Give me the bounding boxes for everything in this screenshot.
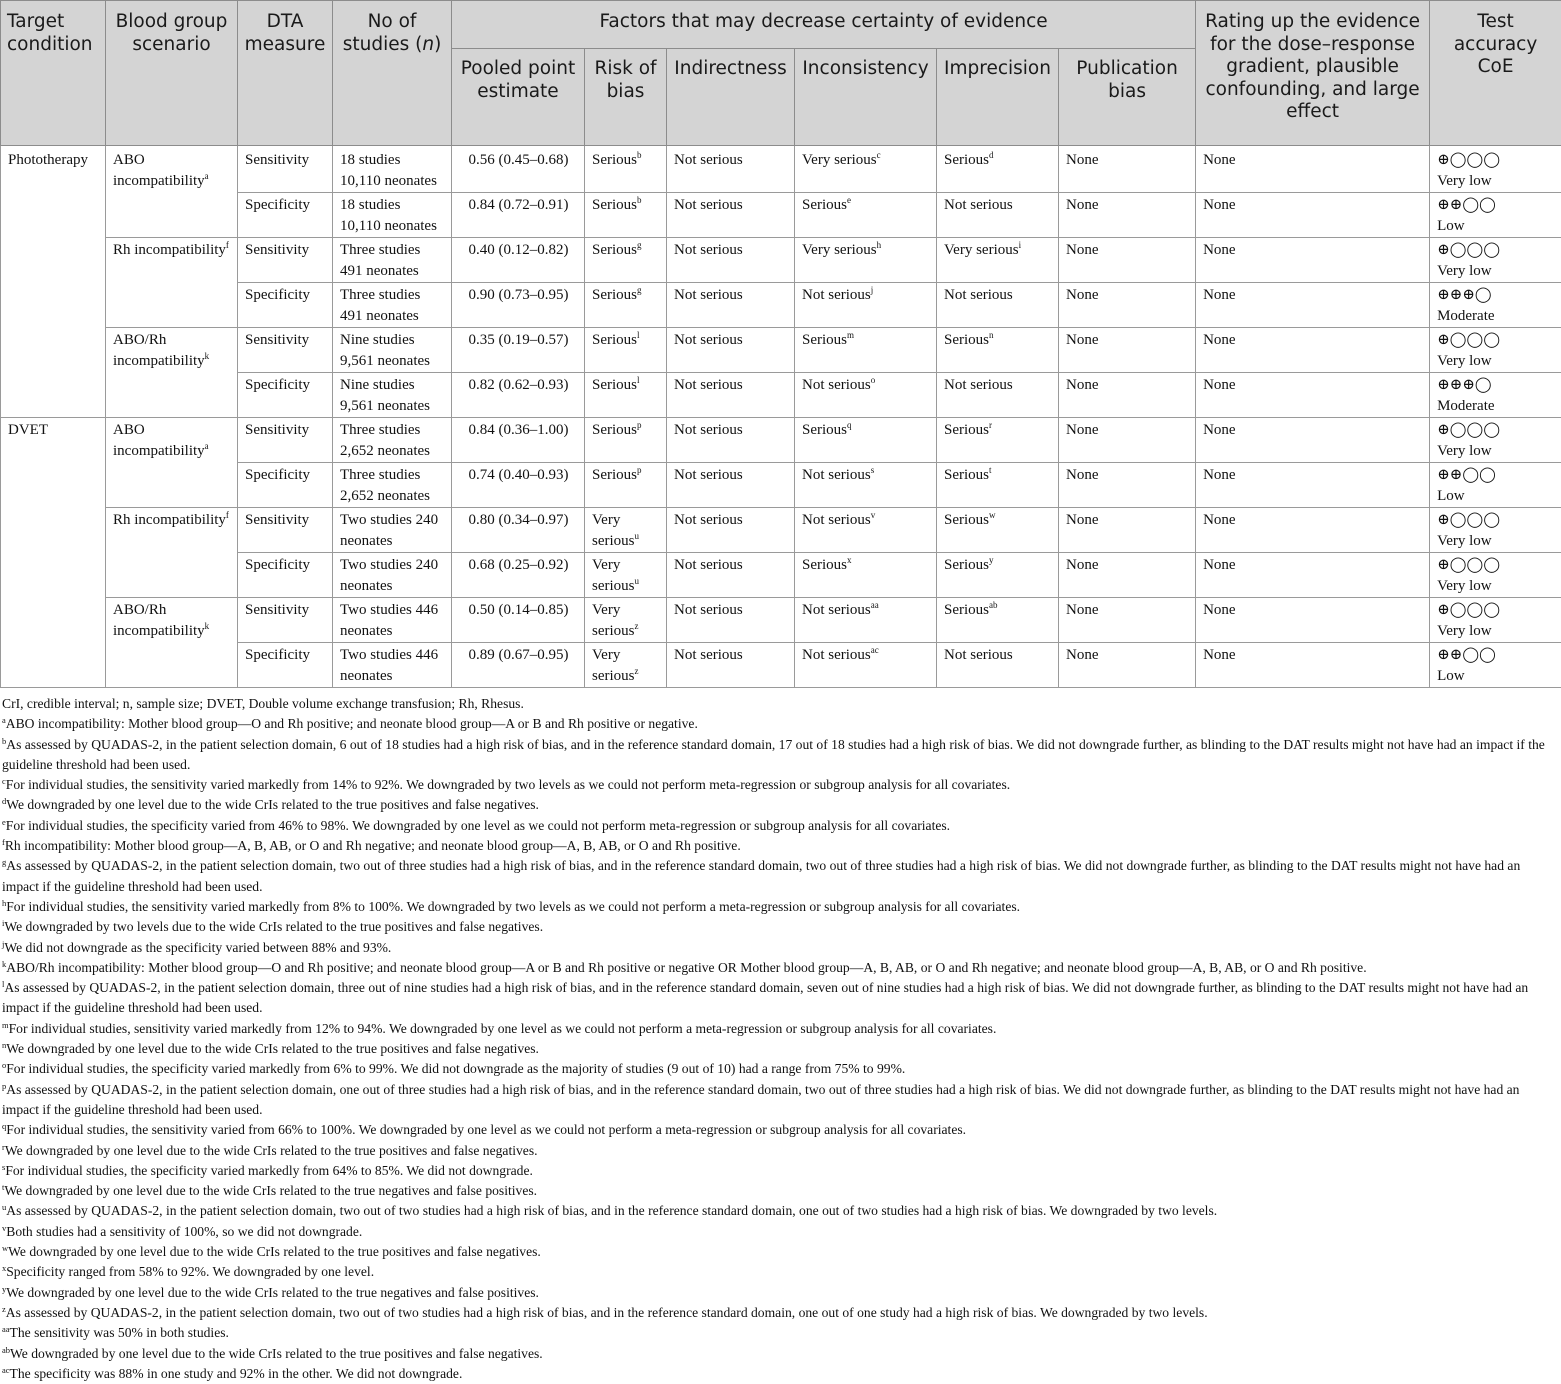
studies-count: Two studies 446 (340, 602, 438, 618)
rating-up-cell: None (1196, 283, 1430, 328)
inconsistency-cell: Very serious$^c$ (795, 146, 937, 193)
imprecision-cell: Serious$^{ab}$ (937, 598, 1059, 643)
certainty-cell (1430, 146, 1561, 193)
certainty-rating-symbols: ⊕◯◯◯ (1437, 240, 1555, 261)
inconsistency-cell: Serious$^x$ (795, 553, 937, 598)
dta-measure-cell: Sensitivity (238, 598, 333, 643)
pooled-estimate-cell: 0.90 (0.73–0.95) (452, 283, 585, 328)
footnote: $^t$We downgraded by one level due to the wide CrIs related to the true negatives and false positives. (2, 1181, 1559, 1201)
certainty-rating-label: Very low (1437, 441, 1555, 462)
blood-group-cell: Rh incompatibility$^f$ (106, 508, 238, 598)
footnote-marker: d (2, 796, 6, 806)
footnote: $^s$For individual studies, the specificity varied markedly from 64% to 85%. We did not downgrade. (2, 1161, 1559, 1181)
footnote-marker: z (2, 1304, 6, 1314)
certainty-rating-label: Very low (1437, 171, 1555, 192)
studies-neonates: 2,652 neonates (340, 443, 430, 459)
pooled-estimate-cell: 0.35 (0.19–0.57) (452, 328, 585, 373)
studies-cell (333, 553, 452, 598)
footnote: $^f$Rh incompatibility: Mother blood group—A, B, AB, or O and Rh negative; and neonate blood group—A, B, AB, or O and Rh positive. (2, 836, 1559, 856)
header-publication-bias: Publication bias (1059, 49, 1196, 146)
header-factors-group: Factors that may decrease certainty of evidence (452, 1, 1196, 49)
risk-of-bias-cell: Very serious$^u$ (585, 508, 667, 553)
imprecision-cell: Serious$^t$ (937, 463, 1059, 508)
studies-cell (333, 643, 452, 688)
footnote: $^h$For individual studies, the sensitivity varied markedly from 8% to 100%. We downgraded by two levels as we could not perform a meta-regression or subgroup analysis for all covariates. (2, 897, 1559, 917)
inconsistency-cell: Not serious$^s$ (795, 463, 937, 508)
rating-up-cell: None (1196, 598, 1430, 643)
footnote-marker: w (2, 1243, 8, 1253)
studies-cell (333, 463, 452, 508)
studies-neonates: 491 neonates (340, 263, 419, 279)
footnote-marker: c (2, 776, 6, 786)
footnote-marker: j (2, 939, 4, 949)
footnote-marker: t (2, 1182, 4, 1192)
imprecision-cell: Serious$^d$ (937, 146, 1059, 193)
imprecision-cell: Not serious (937, 643, 1059, 688)
footnote: $^b$As assessed by QUADAS-2, in the patient selection domain, 6 out of 18 studies had a high risk of bias, and in the reference standard domain, 17 out of 18 studies had a high risk of bias. We did not downgrade further, as blinding to the DAT results might not have had an impact if the guideline threshold had been used. (2, 735, 1559, 776)
certainty-cell (1430, 643, 1561, 688)
inconsistency-cell: Very serious$^h$ (795, 238, 937, 283)
pooled-estimate-cell: 0.56 (0.45–0.68) (452, 146, 585, 193)
certainty-cell (1430, 283, 1561, 328)
rating-up-cell: None (1196, 508, 1430, 553)
footnote: $^n$We downgraded by one level due to the wide CrIs related to the true positives and false negatives. (2, 1039, 1559, 1059)
certainty-cell (1430, 238, 1561, 283)
footnote-marker: y (2, 1284, 6, 1294)
publication-bias-cell: None (1059, 643, 1196, 688)
header-blood-group: Blood group scenario (106, 1, 238, 146)
footnote: $^y$We downgraded by one level due to the wide CrIs related to the true negatives and false positives. (2, 1283, 1559, 1303)
evidence-profile-table (0, 0, 1561, 688)
footnote-marker: o (2, 1060, 6, 1070)
footnote: $^e$For individual studies, the specificity varied from 46% to 98%. We downgraded by one level as we could not perform meta-regression or subgroup analysis for all covariates. (2, 816, 1559, 836)
blood-group-cell: ABO incompatibility$^a$ (106, 418, 238, 508)
publication-bias-cell: None (1059, 328, 1196, 373)
header-risk-of-bias: Risk of bias (585, 49, 667, 146)
risk-of-bias-cell: Serious$^l$ (585, 328, 667, 373)
publication-bias-cell: None (1059, 553, 1196, 598)
target-condition-cell: Phototherapy (1, 146, 106, 418)
studies-neonates: neonates (340, 623, 392, 639)
header-no-of-studies: No of studies (n) (333, 1, 452, 146)
footnote-marker: f (2, 837, 5, 847)
studies-cell (333, 598, 452, 643)
studies-neonates: 9,561 neonates (340, 398, 430, 414)
footnote-marker: n (2, 1040, 6, 1050)
inconsistency-cell: Not serious$^v$ (795, 508, 937, 553)
footnote-marker: k (2, 959, 6, 969)
footnote: $^z$As assessed by QUADAS-2, in the patient selection domain, two out of two studies had a high risk of bias, and in the reference standard domain, one out of one study had a high risk of bias. We downgraded by two levels. (2, 1303, 1559, 1323)
studies-count: Two studies 446 (340, 647, 438, 663)
imprecision-cell: Not serious (937, 283, 1059, 328)
dta-measure-cell: Specificity (238, 553, 333, 598)
rating-up-cell: None (1196, 643, 1430, 688)
inconsistency-cell: Not serious$^o$ (795, 373, 937, 418)
studies-count: Three studies (340, 422, 420, 438)
footnote-marker: a (2, 715, 6, 725)
footnote: $^o$For individual studies, the specificity varied markedly from 6% to 99%. We did not downgrade as the majority of studies (9 out of 10) had a range from 75% to 99%. (2, 1059, 1559, 1079)
certainty-rating-symbols: ⊕◯◯◯ (1437, 555, 1555, 576)
rating-up-cell: None (1196, 238, 1430, 283)
header-pooled-estimate: Pooled point estimate (452, 49, 585, 146)
studies-cell (333, 193, 452, 238)
rating-up-cell: None (1196, 553, 1430, 598)
studies-neonates: neonates (340, 533, 392, 549)
dta-measure-cell: Specificity (238, 643, 333, 688)
dta-measure-cell: Specificity (238, 463, 333, 508)
footnote: $^q$For individual studies, the sensitivity varied from 66% to 100%. We downgraded by one level as we could not perform a meta-regression or subgroup analysis for all covariates. (2, 1120, 1559, 1140)
footnote: $^g$As assessed by QUADAS-2, in the patient selection domain, two out of three studies had a high risk of bias, and in the reference standard domain, two out of three studies had a high risk of bias. We did not downgrade further, as blinding to the DAT results might not have had an impact if the guideline threshold had been used. (2, 856, 1559, 897)
imprecision-cell: Very serious$^i$ (937, 238, 1059, 283)
indirectness-cell: Not serious (667, 373, 795, 418)
table-row (1, 418, 1561, 463)
dta-measure-cell: Sensitivity (238, 328, 333, 373)
certainty-rating-symbols: ⊕◯◯◯ (1437, 420, 1555, 441)
risk-of-bias-cell: Very serious$^u$ (585, 553, 667, 598)
footnote: $^k$ABO/Rh incompatibility: Mother blood group—O and Rh positive; and neonate blood group—A or B and Rh positive or negative OR Mother blood group—A, B, AB, or O and Rh negative; and neonate blood group—A, B, AB, or O and Rh positive. (2, 958, 1559, 978)
risk-of-bias-cell: Very serious$^z$ (585, 598, 667, 643)
certainty-cell (1430, 508, 1561, 553)
footnote-marker: v (2, 1223, 6, 1233)
studies-count: 18 studies (340, 197, 400, 213)
footnote-marker: ab (2, 1345, 10, 1355)
certainty-cell (1430, 328, 1561, 373)
studies-cell (333, 508, 452, 553)
risk-of-bias-cell: Serious$^b$ (585, 146, 667, 193)
table-row (1, 328, 1561, 373)
rating-up-cell: None (1196, 328, 1430, 373)
abbreviations: CrI, credible interval; n, sample size; DVET, Double volume exchange transfusion; Rh, Rhesus. (2, 694, 1559, 714)
footnote-marker: l (2, 979, 4, 989)
pooled-estimate-cell: 0.50 (0.14–0.85) (452, 598, 585, 643)
footnote: $^{ac}$The specificity was 88% in one study and 92% in the other. We did not downgrade. (2, 1364, 1559, 1384)
pooled-estimate-cell: 0.89 (0.67–0.95) (452, 643, 585, 688)
pooled-estimate-cell: 0.68 (0.25–0.92) (452, 553, 585, 598)
certainty-cell (1430, 373, 1561, 418)
risk-of-bias-cell: Serious$^g$ (585, 283, 667, 328)
indirectness-cell: Not serious (667, 553, 795, 598)
studies-neonates: 2,652 neonates (340, 488, 430, 504)
studies-cell (333, 373, 452, 418)
publication-bias-cell: None (1059, 373, 1196, 418)
indirectness-cell: Not serious (667, 463, 795, 508)
studies-cell (333, 418, 452, 463)
inconsistency-cell: Serious$^q$ (795, 418, 937, 463)
risk-of-bias-cell: Serious$^g$ (585, 238, 667, 283)
footnote: $^w$We downgraded by one level due to the wide CrIs related to the true positives and false negatives. (2, 1242, 1559, 1262)
indirectness-cell: Not serious (667, 328, 795, 373)
risk-of-bias-cell: Serious$^p$ (585, 463, 667, 508)
footnote-marker: g (2, 857, 6, 867)
certainty-rating-symbols: ⊕⊕◯◯ (1437, 465, 1555, 486)
indirectness-cell: Not serious (667, 418, 795, 463)
certainty-cell (1430, 418, 1561, 463)
studies-neonates: neonates (340, 578, 392, 594)
dta-measure-cell: Sensitivity (238, 508, 333, 553)
studies-cell (333, 283, 452, 328)
studies-count: Three studies (340, 242, 420, 258)
risk-of-bias-cell: Serious$^b$ (585, 193, 667, 238)
blood-group-cell: ABO/Rh incompatibility$^k$ (106, 598, 238, 688)
pooled-estimate-cell: 0.84 (0.72–0.91) (452, 193, 585, 238)
certainty-rating-symbols: ⊕◯◯◯ (1437, 510, 1555, 531)
certainty-rating-label: Moderate (1437, 306, 1555, 327)
publication-bias-cell: None (1059, 508, 1196, 553)
certainty-rating-symbols: ⊕◯◯◯ (1437, 600, 1555, 621)
footnote: $^l$As assessed by QUADAS-2, in the patient selection domain, three out of nine studies had a high risk of bias, and in the reference standard domain, seven out of nine studies had a high risk of bias. We did not downgrade further, as blinding to the DAT results might not have had an impact if the guideline threshold had been used. (2, 978, 1559, 1019)
studies-neonates: neonates (340, 668, 392, 684)
footnote-marker: i (2, 918, 4, 928)
footnote: $^r$We downgraded by one level due to the wide CrIs related to the true positives and false negatives. (2, 1141, 1559, 1161)
dta-measure-cell: Specificity (238, 193, 333, 238)
table-body (1, 146, 1561, 688)
footnote: $^m$For individual studies, sensitivity varied markedly from 12% to 94%. We downgraded by one level as we could not perform a meta-regression or subgroup analysis for all covariates. (2, 1019, 1559, 1039)
studies-neonates: 491 neonates (340, 308, 419, 324)
certainty-rating-label: Very low (1437, 621, 1555, 642)
header-rating-up: Rating up the evidence for the dose–response gradient, plausible confounding, and large effect (1196, 1, 1430, 146)
footnote: $^j$We did not downgrade as the specificity varied between 88% and 93%. (2, 938, 1559, 958)
pooled-estimate-cell: 0.74 (0.40–0.93) (452, 463, 585, 508)
indirectness-cell: Not serious (667, 283, 795, 328)
indirectness-cell: Not serious (667, 643, 795, 688)
pooled-estimate-cell: 0.80 (0.34–0.97) (452, 508, 585, 553)
studies-neonates: 9,561 neonates (340, 353, 430, 369)
rating-up-cell: None (1196, 146, 1430, 193)
certainty-rating-symbols: ⊕◯◯◯ (1437, 330, 1555, 351)
certainty-cell (1430, 193, 1561, 238)
pooled-estimate-cell: 0.84 (0.36–1.00) (452, 418, 585, 463)
risk-of-bias-cell: Serious$^p$ (585, 418, 667, 463)
footnote: $^p$As assessed by QUADAS-2, in the patient selection domain, one out of three studies had a high risk of bias, and in the reference standard domain, two out of three studies had a high risk of bias. We did not downgrade further, as blinding to the DAT results might not have had an impact if the guideline threshold had been used. (2, 1080, 1559, 1121)
dta-measure-cell: Sensitivity (238, 238, 333, 283)
inconsistency-cell: Serious$^e$ (795, 193, 937, 238)
blood-group-cell: ABO incompatibility$^a$ (106, 146, 238, 238)
footnote: $^v$Both studies had a sensitivity of 100%, so we did not downgrade. (2, 1222, 1559, 1242)
inconsistency-cell: Not serious$^{ac}$ (795, 643, 937, 688)
certainty-rating-symbols: ⊕◯◯◯ (1437, 150, 1555, 171)
certainty-rating-label: Very low (1437, 351, 1555, 372)
publication-bias-cell: None (1059, 238, 1196, 283)
inconsistency-cell: Not serious$^j$ (795, 283, 937, 328)
studies-cell (333, 328, 452, 373)
dta-measure-cell: Specificity (238, 373, 333, 418)
studies-neonates: 10,110 neonates (340, 218, 437, 234)
certainty-rating-label: Low (1437, 486, 1555, 507)
imprecision-cell: Serious$^w$ (937, 508, 1059, 553)
header-test-accuracy: Test accuracy CoE (1430, 1, 1561, 146)
studies-count: Nine studies (340, 377, 415, 393)
certainty-rating-label: Low (1437, 666, 1555, 687)
header-indirectness: Indirectness (667, 49, 795, 146)
blood-group-cell: ABO/Rh incompatibility$^k$ (106, 328, 238, 418)
table-footnotes (2, 694, 1559, 1384)
certainty-rating-symbols: ⊕⊕◯◯ (1437, 195, 1555, 216)
publication-bias-cell: None (1059, 193, 1196, 238)
certainty-rating-symbols: ⊕⊕⊕◯ (1437, 375, 1555, 396)
header-target-condition: Target condition (1, 1, 106, 146)
footnote-marker: e (2, 817, 6, 827)
footnote: $^x$Specificity ranged from 58% to 92%. We downgraded by one level. (2, 1262, 1559, 1282)
table-row (1, 238, 1561, 283)
footnote: $^u$As assessed by QUADAS-2, in the patient selection domain, two out of two studies had a high risk of bias, and in the reference standard domain, one out of two studies had a high risk of bias. We downgraded by two levels. (2, 1201, 1559, 1221)
certainty-cell (1430, 598, 1561, 643)
imprecision-cell: Serious$^n$ (937, 328, 1059, 373)
rating-up-cell: None (1196, 193, 1430, 238)
publication-bias-cell: None (1059, 463, 1196, 508)
publication-bias-cell: None (1059, 283, 1196, 328)
rating-up-cell: None (1196, 418, 1430, 463)
certainty-rating-label: Moderate (1437, 396, 1555, 417)
dta-measure-cell: Specificity (238, 283, 333, 328)
footnote: $^i$We downgraded by two levels due to the wide CrIs related to the true positives and false negatives. (2, 917, 1559, 937)
footnote-marker: m (2, 1020, 9, 1030)
footnote-marker: x (2, 1263, 6, 1273)
pooled-estimate-cell: 0.82 (0.62–0.93) (452, 373, 585, 418)
studies-count: Three studies (340, 287, 420, 303)
indirectness-cell: Not serious (667, 238, 795, 283)
footnote-marker: s (2, 1162, 5, 1172)
footnote-marker: b (2, 736, 6, 746)
imprecision-cell: Not serious (937, 373, 1059, 418)
inconsistency-cell: Not serious$^{aa}$ (795, 598, 937, 643)
footnote-marker: u (2, 1202, 6, 1212)
table-row (1, 146, 1561, 193)
footnote-marker: r (2, 1142, 5, 1152)
dta-measure-cell: Sensitivity (238, 146, 333, 193)
header-inconsistency: Inconsistency (795, 49, 937, 146)
indirectness-cell: Not serious (667, 508, 795, 553)
indirectness-cell: Not serious (667, 193, 795, 238)
footnote-marker: ac (2, 1365, 10, 1375)
table-row (1, 508, 1561, 553)
header-dta-measure: DTA measure (238, 1, 333, 146)
footnote-marker: aa (2, 1324, 10, 1334)
certainty-rating-symbols: ⊕⊕⊕◯ (1437, 285, 1555, 306)
publication-bias-cell: None (1059, 418, 1196, 463)
studies-count: Two studies 240 (340, 512, 438, 528)
indirectness-cell: Not serious (667, 598, 795, 643)
certainty-rating-label: Very low (1437, 261, 1555, 282)
footnote: $^a$ABO incompatibility: Mother blood group—O and Rh positive; and neonate blood group—A or B and Rh positive or negative. (2, 714, 1559, 734)
indirectness-cell: Not serious (667, 146, 795, 193)
dta-measure-cell: Sensitivity (238, 418, 333, 463)
studies-count: Three studies (340, 467, 420, 483)
certainty-rating-label: Very low (1437, 531, 1555, 552)
certainty-rating-label: Low (1437, 216, 1555, 237)
imprecision-cell: Serious$^y$ (937, 553, 1059, 598)
certainty-cell (1430, 553, 1561, 598)
table-row (1, 598, 1561, 643)
footnote: $^{aa}$The sensitivity was 50% in both studies. (2, 1323, 1559, 1343)
footnote-marker: q (2, 1121, 6, 1131)
certainty-cell (1430, 463, 1561, 508)
footnote: $^c$For individual studies, the sensitivity varied markedly from 14% to 92%. We downgraded by two levels as we could not perform meta-regression or subgroup analysis for all covariates. (2, 775, 1559, 795)
risk-of-bias-cell: Very serious$^z$ (585, 643, 667, 688)
studies-count: Nine studies (340, 332, 415, 348)
inconsistency-cell: Serious$^m$ (795, 328, 937, 373)
imprecision-cell: Serious$^r$ (937, 418, 1059, 463)
studies-cell (333, 238, 452, 283)
publication-bias-cell: None (1059, 146, 1196, 193)
studies-cell (333, 146, 452, 193)
footnote-marker: h (2, 898, 6, 908)
header-imprecision: Imprecision (937, 49, 1059, 146)
imprecision-cell: Not serious (937, 193, 1059, 238)
publication-bias-cell: None (1059, 598, 1196, 643)
studies-count: Two studies 240 (340, 557, 438, 573)
target-condition-cell: DVET (1, 418, 106, 688)
pooled-estimate-cell: 0.40 (0.12–0.82) (452, 238, 585, 283)
footnote: $^{ab}$We downgraded by one level due to the wide CrIs related to the true positives and false negatives. (2, 1344, 1559, 1364)
certainty-rating-label: Very low (1437, 576, 1555, 597)
certainty-rating-symbols: ⊕⊕◯◯ (1437, 645, 1555, 666)
studies-count: 18 studies (340, 152, 400, 168)
footnote: $^d$We downgraded by one level due to the wide CrIs related to the true positives and false negatives. (2, 795, 1559, 815)
rating-up-cell: None (1196, 373, 1430, 418)
footnote-marker: p (2, 1081, 6, 1091)
risk-of-bias-cell: Serious$^l$ (585, 373, 667, 418)
blood-group-cell: Rh incompatibility$^f$ (106, 238, 238, 328)
studies-neonates: 10,110 neonates (340, 173, 437, 189)
rating-up-cell: None (1196, 463, 1430, 508)
